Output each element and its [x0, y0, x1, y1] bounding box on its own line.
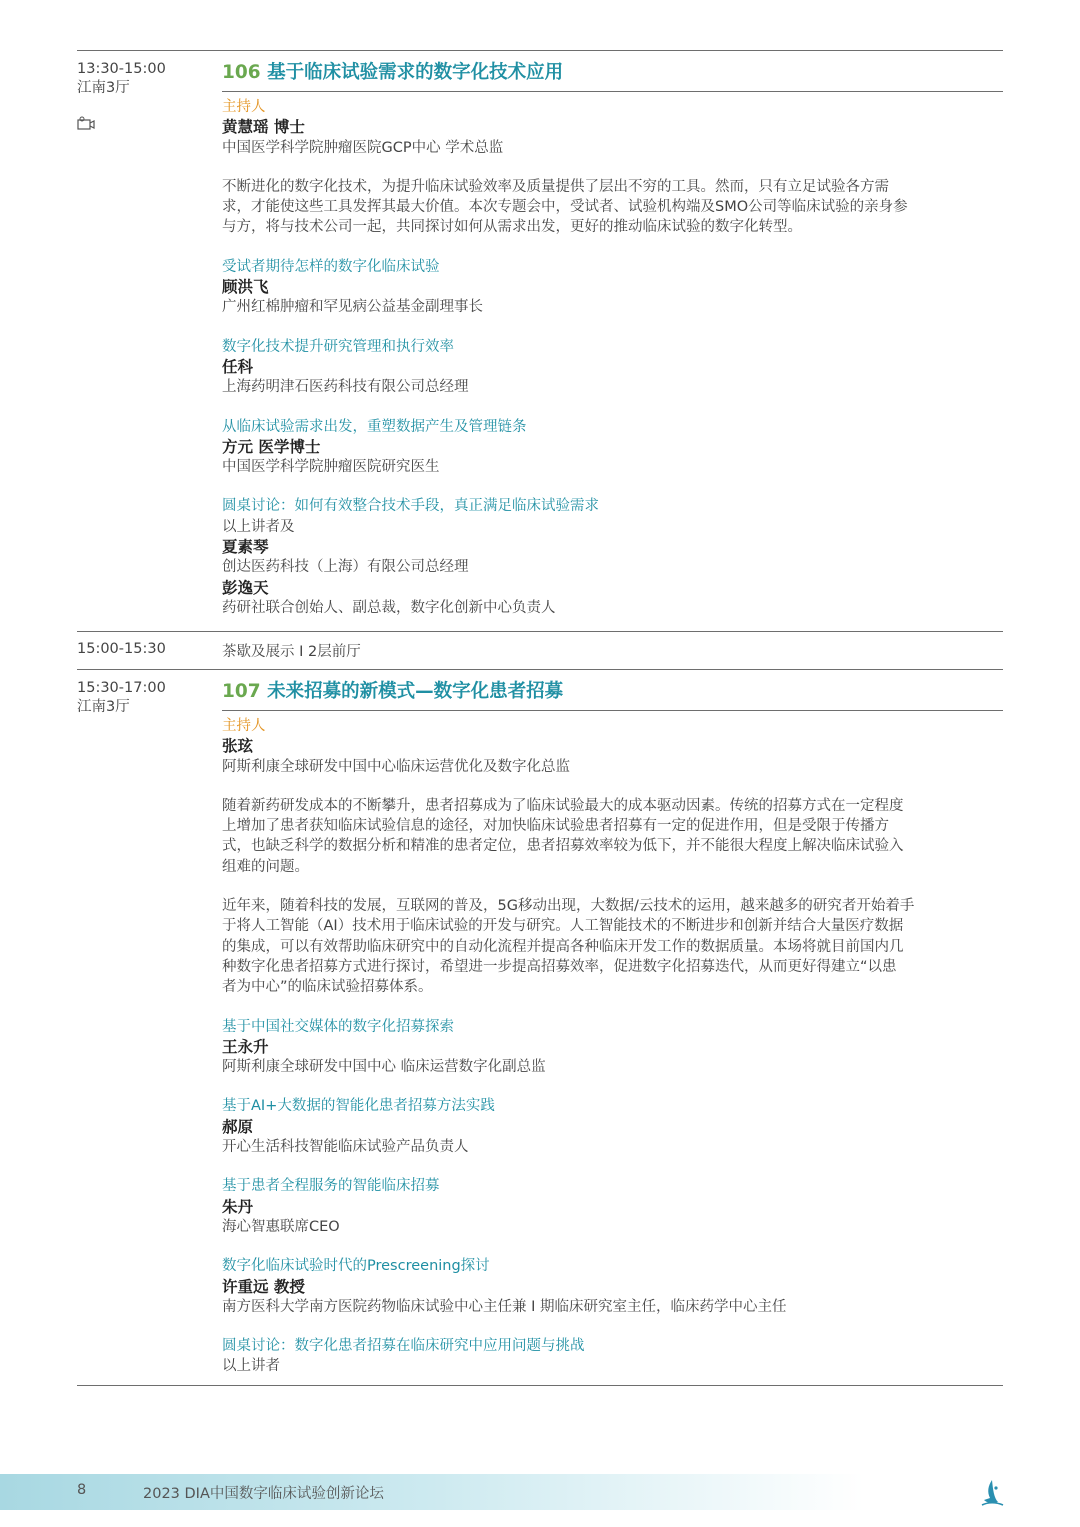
session-107-room: 江南3厅 — [77, 699, 130, 715]
talk-item — [222, 1096, 1007, 1157]
top-divider — [77, 50, 1003, 51]
break-text: 茶歇及展示 I 2层前厅 — [222, 644, 361, 660]
speaker-name: 方元 医学博士 — [222, 437, 321, 456]
talk-topic: 受试者期待怎样的数字化临床试验 — [222, 258, 440, 275]
intro-line: 上增加了患者获知临床试验信息的途径，对加快临床试验患者招募有一定的促进作用，但是受限于传播方 — [222, 818, 889, 835]
break-divider-bottom — [77, 669, 1003, 670]
speaker-affiliation: 上海药明津石医药科技有限公司总经理 — [222, 379, 469, 396]
session-107-chair-label: 主持人 — [222, 718, 266, 734]
intro-line: 的集成，可以有效帮助临床研究中的自动化流程并提高各种临床开发工作的数据质量。本场将就目前国内几 — [222, 938, 904, 955]
dia-logo — [978, 1478, 1006, 1508]
footer-title: 2023 DIA中国数字临床试验创新论坛 — [143, 1486, 384, 1502]
intro-line: 组难的问题。 — [222, 858, 309, 875]
session-106-title-text: 基于临床试验需求的数字化技术应用 — [267, 62, 564, 83]
speaker-affiliation: 海心智惠联席CEO — [222, 1218, 340, 1235]
intro-line: 随着新药研发成本的不断攀升，患者招募成为了临床试验最大的成本驱动因素。传统的招募方式在一定程度 — [222, 797, 904, 814]
panel-topic: 圆桌讨论：如何有效整合技术手段，真正满足临床试验需求 — [222, 498, 599, 515]
panel-discussion — [222, 496, 1007, 618]
session-107-intro-2 — [222, 896, 1007, 997]
talk-item — [222, 1017, 1007, 1078]
session-106-time-block — [77, 60, 166, 98]
intro-line: 于将人工智能（AI）技术用于临床试验的开发与研究。人工智能技术的不断进步和创新并结合大量医疗数据 — [222, 918, 904, 935]
session-107-title-underline — [222, 710, 1003, 711]
speaker-name: 王永升 — [222, 1037, 269, 1056]
speaker-name: 顾洪飞 — [222, 278, 269, 297]
talk-item — [222, 1176, 1007, 1237]
speaker-name: 许重远 教授 — [222, 1277, 305, 1296]
session-106-body — [222, 97, 1007, 618]
session-107-intro-1 — [222, 796, 1007, 877]
session-106-time: 13:30-15:00 — [77, 61, 166, 77]
speaker-name: 任科 — [222, 357, 254, 376]
break-divider-top — [77, 631, 1003, 632]
session-107-chair-affiliation: 阿斯利康全球研发中国中心临床运营优化及数字化总监 — [222, 758, 570, 775]
panelist-affiliation: 药研社联合创始人、副总裁，数字化创新中心负责人 — [222, 599, 556, 616]
session-107-title-text: 未来招募的新模式—数字化患者招募 — [267, 681, 564, 702]
talk-item — [222, 417, 1007, 478]
bottom-divider — [77, 1385, 1003, 1386]
speaker-affiliation: 中国医学科学院肿瘤医院研究医生 — [222, 459, 440, 476]
intro-line: 式，也缺乏科学的数据分析和精准的患者定位，患者招募效率较为低下，并不能很大程度上解决临床试验入 — [222, 838, 904, 855]
session-107-chair-name: 张玹 — [222, 737, 254, 756]
panel-lead: 以上讲者及 — [222, 518, 295, 535]
speaker-affiliation: 广州红棉肿瘤和罕见病公益基金副理事长 — [222, 299, 483, 316]
break-time: 15:00-15:30 — [77, 641, 166, 657]
speaker-affiliation: 阿斯利康全球研发中国中心 临床运营数字化副总监 — [222, 1059, 546, 1076]
intro-line: 求，才能使这些工具发挥其最大价值。本次专题会中，受试者、试验机构端及SMO公司等临床试验的亲身参 — [222, 199, 908, 216]
talk-item — [222, 337, 1007, 398]
session-106-title-underline — [222, 91, 1003, 92]
speaker-affiliation: 南方医科大学南方医院药物临床试验中心主任兼 I 期临床研究室主任，临床药学中心主任 — [222, 1298, 787, 1315]
session-107-time-block — [77, 679, 166, 717]
talk-topic: 基于中国社交媒体的数字化招募探索 — [222, 1018, 454, 1035]
talk-topic: 从临床试验需求出发，重塑数据产生及管理链条 — [222, 418, 527, 435]
session-107-number: 107 — [222, 681, 261, 702]
session-106-chair-affiliation: 中国医学科学院肿瘤医院GCP中心 学术总监 — [222, 139, 504, 156]
panelist-affiliation: 创达医药科技（上海）有限公司总经理 — [222, 559, 469, 576]
talk-topic: 基于患者全程服务的智能临床招募 — [222, 1178, 440, 1195]
talk-topic: 数字化临床试验时代的Prescreening探讨 — [222, 1258, 490, 1275]
speaker-affiliation: 开心生活科技智能临床试验产品负责人 — [222, 1139, 469, 1156]
camera-icon — [77, 116, 95, 130]
session-106-title — [222, 58, 563, 84]
session-107-body — [222, 716, 1007, 1377]
speaker-name: 郝原 — [222, 1117, 254, 1136]
panel-topic: 圆桌讨论：数字化患者招募在临床研究中应用问题与挑战 — [222, 1338, 585, 1355]
talk-topic: 基于AI+大数据的智能化患者招募方法实践 — [222, 1098, 495, 1115]
session-106-chair-label: 主持人 — [222, 99, 266, 115]
session-106-number: 106 — [222, 62, 261, 83]
panelist-name: 彭逸天 — [222, 578, 269, 597]
footer-page-number: 8 — [77, 1482, 87, 1498]
session-107-time: 15:30-17:00 — [77, 680, 166, 696]
session-107-title — [222, 677, 563, 703]
intro-line: 与方，将与技术公司一起，共同探讨如何从需求出发，更好的推动临床试验的数字化转型。 — [222, 219, 802, 236]
speaker-name: 朱丹 — [222, 1197, 254, 1216]
session-106-chair-name: 黄慧瑶 博士 — [222, 118, 305, 137]
panelist-name: 夏素琴 — [222, 538, 269, 557]
talk-item — [222, 1256, 1007, 1317]
panel-lead: 以上讲者 — [222, 1358, 280, 1375]
intro-line: 近年来，随着科技的发展，互联网的普及，5G移动出现，大数据/云技术的运用，越来越多的研究者开始着手 — [222, 898, 915, 915]
panel-discussion — [222, 1336, 1007, 1377]
talk-topic: 数字化技术提升研究管理和执行效率 — [222, 338, 454, 355]
talk-item — [222, 257, 1007, 318]
intro-line: 不断进化的数字化技术，为提升临床试验效率及质量提供了层出不穷的工具。然而，只有立足试验各方需 — [222, 178, 889, 195]
session-106-room: 江南3厅 — [77, 80, 130, 96]
intro-line: 种数字化患者招募方式进行探讨，希望进一步提高招募效率，促进数字化招募迭代，从而更好得建立“以患 — [222, 958, 897, 975]
session-106-intro — [222, 177, 1007, 238]
intro-line: 者为中心”的临床试验招募体系。 — [222, 979, 433, 996]
